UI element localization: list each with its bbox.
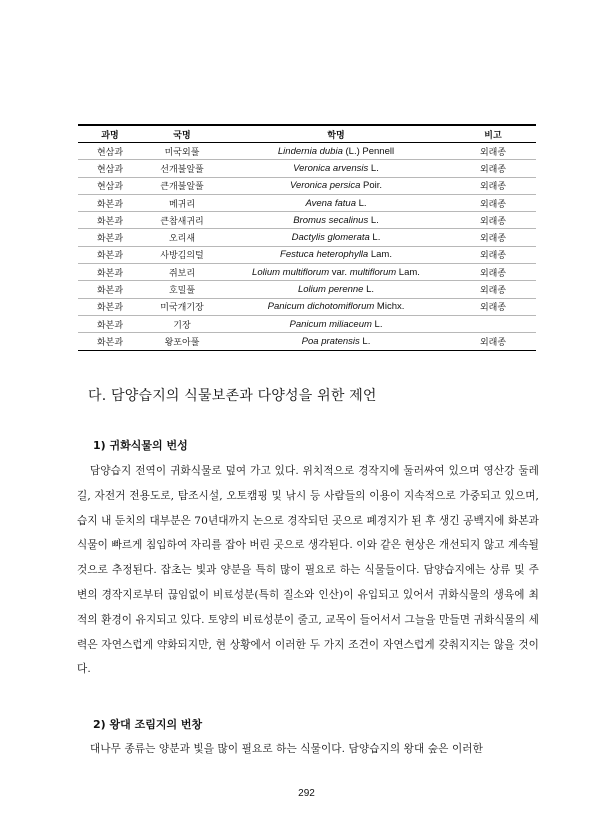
- scientific-name-authority: L.: [368, 162, 379, 174]
- scientific-name-cell: [222, 229, 450, 246]
- table-row: [78, 315, 536, 332]
- table-row: [78, 194, 536, 211]
- scientific-name-italic: Veronica arvensis: [293, 162, 369, 174]
- table-header-row: [78, 125, 536, 143]
- scientific-name-cell: [222, 333, 450, 350]
- family-cell: 화본과: [78, 333, 142, 350]
- family-cell: 화본과: [78, 264, 142, 281]
- family-cell: 현삼과: [78, 143, 142, 160]
- korean-name-cell: 미국외풀: [142, 143, 222, 160]
- note-cell: 외래종: [450, 281, 536, 298]
- header-scientific-name: 학명: [222, 125, 450, 143]
- note-cell: 외래종: [450, 212, 536, 229]
- scientific-name-italic: Veronica persica: [289, 180, 361, 192]
- scientific-name-authority: L.: [355, 197, 367, 209]
- scientific-name-authority: Michx.: [374, 301, 405, 313]
- scientific-name-cell: [222, 298, 450, 315]
- scientific-name-italic: multiflorum: [349, 266, 397, 278]
- scientific-name-cell: [222, 160, 450, 177]
- table-row: [78, 177, 536, 194]
- family-cell: 화본과: [78, 298, 142, 315]
- scientific-name-italic: Bromus secalinus: [293, 214, 369, 226]
- korean-name-cell: 큰개불알풀: [142, 177, 222, 194]
- scientific-name-italic: Panicum dichotomiflorum: [267, 301, 375, 313]
- scientific-name-authority: Poir.: [360, 180, 383, 192]
- scientific-name-cell: [222, 212, 450, 229]
- family-cell: 화본과: [78, 212, 142, 229]
- paragraph-naturalized-plants: 담양습지 전역이 귀화식물로 덮여 가고 있다. 위치적으로 경작지에 둘러싸여 있으며 영산강 둘레길, 자전거 전용도로, 탐조시설, 오토캠핑 및 낚시 등 사람들의 이용이 지속적으로 가중되고 있으며, 습지 내 둔치의 대부분은 70년대까지 논으로 경작되던 곳으로 폐경지가 된 후 생긴 공백지에 화본과 식물이 빠르게 침입하여 자리를 잡아 버린 곳으로 생각된다. 이와 같은 현상은 개선되지 않고 계속될 것으로 추정된다. 잡초는 빛과 양분을 특히 많이 필요로 하는 식물들이다. 담양습지에는 상류 및 주변의 경작지로부터 끊임없이 비료성분(특히 질소와 인산)이 유입되고 있어서 귀화식물의 생육에 최적의 환경이 유지되고 있다. 토양의 비료성분이 줄고, 교목이 들어서서 그늘을 만들면 귀화식물의 세력은 자연스럽게 약화되지만, 현 상황에서 이러한 두 가지 조건이 자연스럽게 갖춰지지는 않을 것이다.: [77, 465, 539, 676]
- subsection-title-bamboo-forest: 2) 왕대 조림지의 번창: [93, 718, 203, 731]
- note-cell: 외래종: [450, 298, 536, 315]
- note-cell: 외래종: [450, 194, 536, 211]
- note-cell: 외래종: [450, 160, 536, 177]
- korean-name-cell: 선개불알풀: [142, 160, 222, 177]
- scientific-name-authority: var.: [329, 266, 350, 278]
- scientific-name-cell: [222, 281, 450, 298]
- scientific-name-italic: Lolium multiflorum: [252, 266, 330, 278]
- family-cell: 화본과: [78, 229, 142, 246]
- note-cell: 외래종: [450, 143, 536, 160]
- paragraph-bamboo-forest: 대나무 종류는 양분과 빛을 많이 필요로 하는 식물이다. 담양습지의 왕대 숲은 이러한: [90, 743, 483, 755]
- family-cell: 화본과: [78, 246, 142, 263]
- scientific-name-cell: [222, 194, 450, 211]
- note-cell: 외래종: [450, 229, 536, 246]
- scientific-name-authority: L.: [369, 232, 381, 244]
- korean-name-cell: 쥐보리: [142, 264, 222, 281]
- note-cell: 외래종: [450, 264, 536, 281]
- scientific-name-authority: L.: [363, 284, 375, 296]
- korean-name-cell: 미국개기장: [142, 298, 222, 315]
- section-title: 다. 담양습지의 식물보존과 다양성을 위한 제언: [88, 388, 377, 404]
- header-korean-name: 국명: [142, 125, 222, 143]
- note-cell: 외래종: [450, 177, 536, 194]
- scientific-name-italic: Dactylis glomerata: [291, 232, 370, 244]
- family-cell: 화본과: [78, 194, 142, 211]
- scientific-name-authority: L.: [371, 318, 383, 330]
- header-family: 과명: [78, 125, 142, 143]
- table-row: [78, 281, 536, 298]
- family-cell: 화본과: [78, 281, 142, 298]
- scientific-name-cell: [222, 315, 450, 332]
- subsection-title-naturalized-plants: 1) 귀화식물의 번성: [93, 439, 188, 452]
- scientific-name-authority: Lam.: [368, 249, 392, 261]
- table-row: [78, 298, 536, 315]
- table-row: [78, 212, 536, 229]
- table-row: [78, 333, 536, 350]
- note-cell: [450, 315, 536, 332]
- header-note: 비고: [450, 125, 536, 143]
- korean-name-cell: 호밀풀: [142, 281, 222, 298]
- plant-species-table: [78, 124, 536, 351]
- korean-name-cell: 왕포아풀: [142, 333, 222, 350]
- scientific-name-italic: Avena fatua: [305, 197, 356, 209]
- scientific-name-authority: (L.) Pennell: [342, 145, 395, 157]
- table-row: [78, 264, 536, 281]
- scientific-name-cell: [222, 177, 450, 194]
- family-cell: 현삼과: [78, 177, 142, 194]
- table-row: [78, 143, 536, 160]
- scientific-name-cell: [222, 246, 450, 263]
- family-cell: 현삼과: [78, 160, 142, 177]
- korean-name-cell: 큰참새귀리: [142, 212, 222, 229]
- scientific-name-authority: L.: [359, 335, 371, 347]
- note-cell: 외래종: [450, 333, 536, 350]
- korean-name-cell: 기장: [142, 315, 222, 332]
- scientific-name-cell: [222, 143, 450, 160]
- scientific-name-italic: Poa pratensis: [301, 335, 360, 347]
- table-row: [78, 160, 536, 177]
- scientific-name-italic: Panicum miliaceum: [289, 318, 372, 330]
- korean-name-cell: 오리새: [142, 229, 222, 246]
- scientific-name-authority: L.: [368, 214, 379, 226]
- note-cell: 외래종: [450, 246, 536, 263]
- scientific-name-italic: Lolium perenne: [297, 284, 364, 296]
- scientific-name-cell: [222, 264, 450, 281]
- scientific-name-authority: Lam.: [396, 266, 420, 278]
- korean-name-cell: 메귀리: [142, 194, 222, 211]
- scientific-name-italic: Festuca heterophylla: [280, 249, 369, 261]
- table-row: [78, 229, 536, 246]
- scientific-name-italic: Lindernia dubia: [277, 145, 343, 157]
- korean-name-cell: 사방김의털: [142, 246, 222, 263]
- table-row: [78, 246, 536, 263]
- table-body: [78, 143, 536, 351]
- family-cell: 화본과: [78, 315, 142, 332]
- page-number: 292: [298, 788, 315, 799]
